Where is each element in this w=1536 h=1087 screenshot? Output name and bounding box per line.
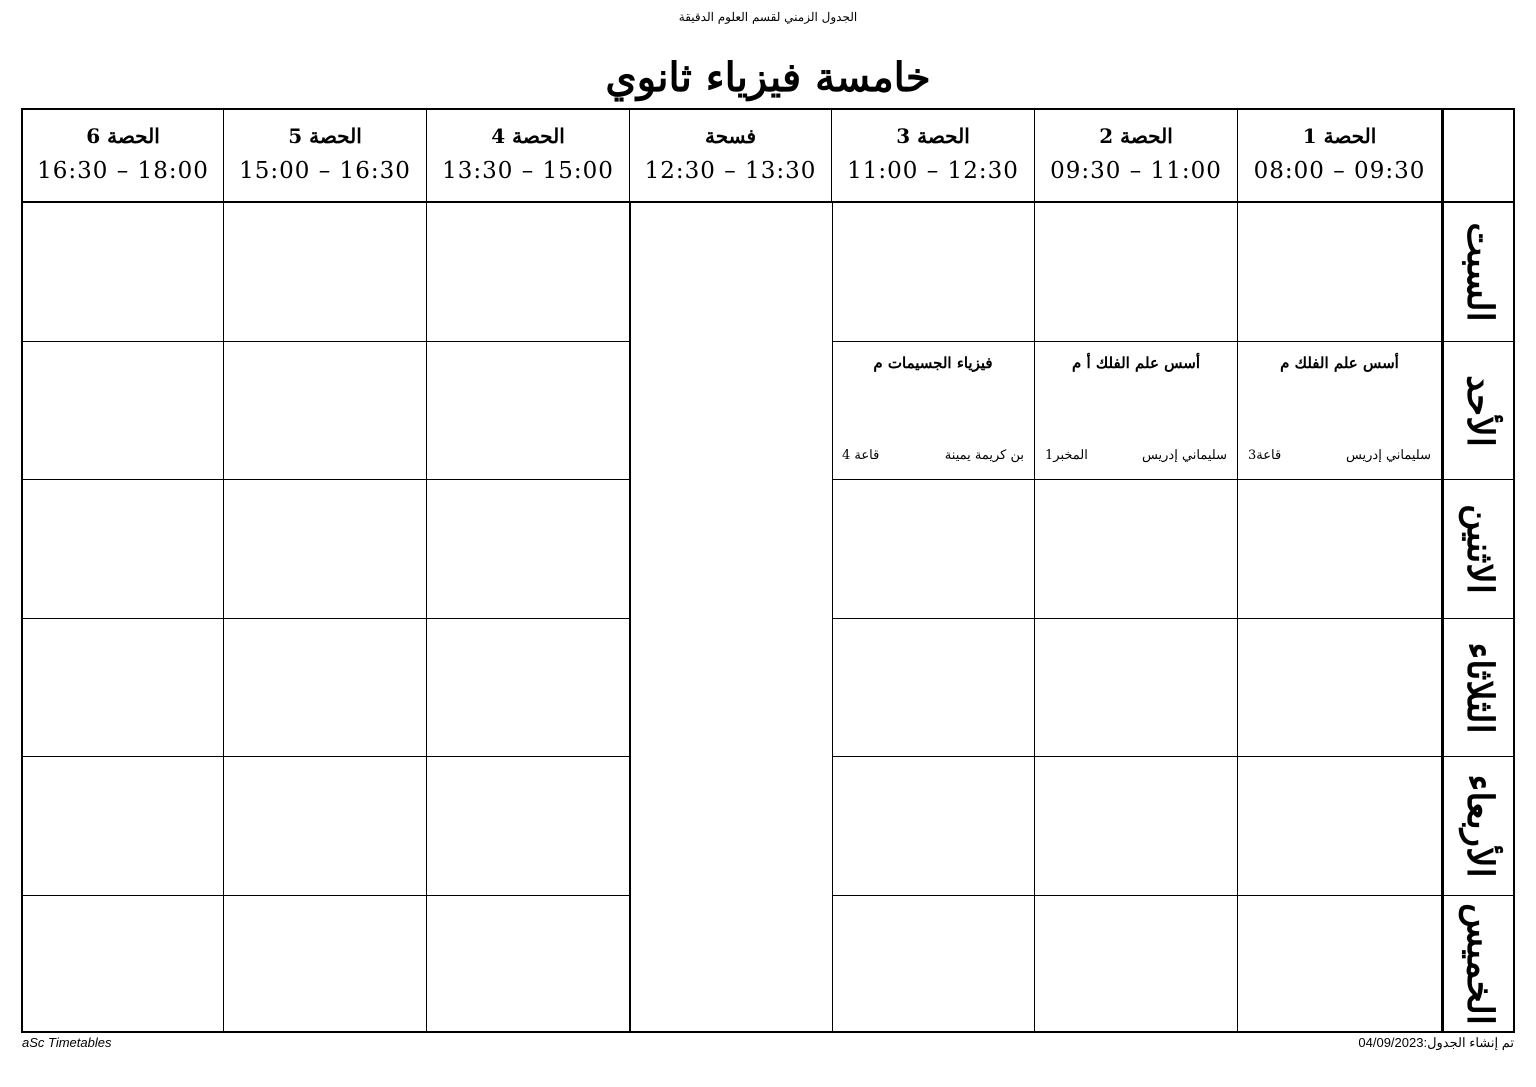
slot-cell[interactable] [1035, 757, 1238, 896]
slot-cell[interactable] [427, 896, 630, 1031]
slot-cell[interactable] [427, 203, 630, 342]
lesson-cell[interactable] [1238, 342, 1442, 480]
brand-label: aSc Timetables [22, 1035, 112, 1050]
timetable-grid [21, 108, 1515, 1033]
creation-date: تم إنشاء الجدول:04/09/2023 [1358, 1035, 1514, 1050]
period-header-2: الحصة 2 09:30 – 11:00 [1035, 110, 1238, 202]
period-header-3: الحصة 3 11:00 – 12:30 [832, 110, 1035, 202]
slot-cell[interactable] [1035, 203, 1238, 342]
slot-cell[interactable] [427, 342, 630, 480]
lesson-cell[interactable] [1035, 342, 1238, 480]
break-column [630, 203, 833, 1031]
slot-cell[interactable] [224, 757, 427, 896]
lesson-room: المخبر1 [1045, 448, 1088, 463]
slot-cell[interactable] [1238, 896, 1442, 1031]
slot-cell[interactable] [224, 480, 427, 619]
slot-cell[interactable] [224, 896, 427, 1031]
slot-cell[interactable] [1238, 757, 1442, 896]
period-header-5: الحصة 5 15:00 – 16:30 [224, 110, 427, 202]
slot-cell[interactable] [427, 619, 630, 757]
lesson-room: قاعة3 [1248, 448, 1282, 463]
lesson-subject: فيزياء الجسيمات م [873, 354, 993, 372]
slot-cell[interactable] [427, 480, 630, 619]
day-tuesday: الثلاثاء [1442, 619, 1515, 757]
page-title: خامسة فيزياء ثانوي [605, 54, 931, 101]
slot-cell[interactable] [832, 619, 1035, 757]
slot-cell[interactable] [832, 757, 1035, 896]
slot-cell[interactable] [1238, 203, 1442, 342]
day-sunday: الأحد [1442, 342, 1515, 480]
lesson-teacher: سليماني إدريس [1141, 448, 1227, 463]
lesson-subject: أسس علم الفلك أ م [1071, 354, 1201, 372]
period-header-4: الحصة 4 13:30 – 15:00 [427, 110, 630, 202]
lesson-room: قاعة 4 [842, 448, 880, 463]
slot-cell[interactable] [23, 203, 224, 342]
slot-cell[interactable] [427, 757, 630, 896]
slot-cell[interactable] [23, 342, 224, 480]
lesson-subject: أسس علم الفلك م [1280, 354, 1399, 372]
day-saturday: السبت [1442, 203, 1515, 342]
slot-cell[interactable] [1035, 480, 1238, 619]
day-wednesday: الأربعاء [1442, 757, 1515, 896]
period-header-6: الحصة 6 16:30 – 18:00 [23, 110, 224, 202]
lesson-cell[interactable] [832, 342, 1035, 480]
day-thursday: الخميس [1442, 896, 1515, 1031]
slot-cell[interactable] [23, 757, 224, 896]
slot-cell[interactable] [1238, 619, 1442, 757]
day-monday: الاثنين [1442, 480, 1515, 619]
slot-cell[interactable] [832, 203, 1035, 342]
slot-cell[interactable] [1238, 480, 1442, 619]
slot-cell[interactable] [224, 203, 427, 342]
slot-cell[interactable] [224, 342, 427, 480]
lesson-teacher: سليماني إدريس [1345, 448, 1431, 463]
slot-cell[interactable] [832, 480, 1035, 619]
slot-cell[interactable] [23, 619, 224, 757]
corner-cell [1442, 110, 1515, 202]
break-header: فسحة 12:30 – 13:30 [630, 110, 832, 202]
slot-cell[interactable] [23, 896, 224, 1031]
lesson-teacher: بن كريمة يمينة [944, 448, 1024, 463]
department-caption: الجدول الزمني لقسم العلوم الدقيقة [678, 10, 858, 24]
slot-cell[interactable] [832, 896, 1035, 1031]
slot-cell[interactable] [224, 619, 427, 757]
slot-cell[interactable] [1035, 896, 1238, 1031]
slot-cell[interactable] [23, 480, 224, 619]
period-header-1: الحصة 1 08:00 – 09:30 [1238, 110, 1442, 202]
slot-cell[interactable] [1035, 619, 1238, 757]
